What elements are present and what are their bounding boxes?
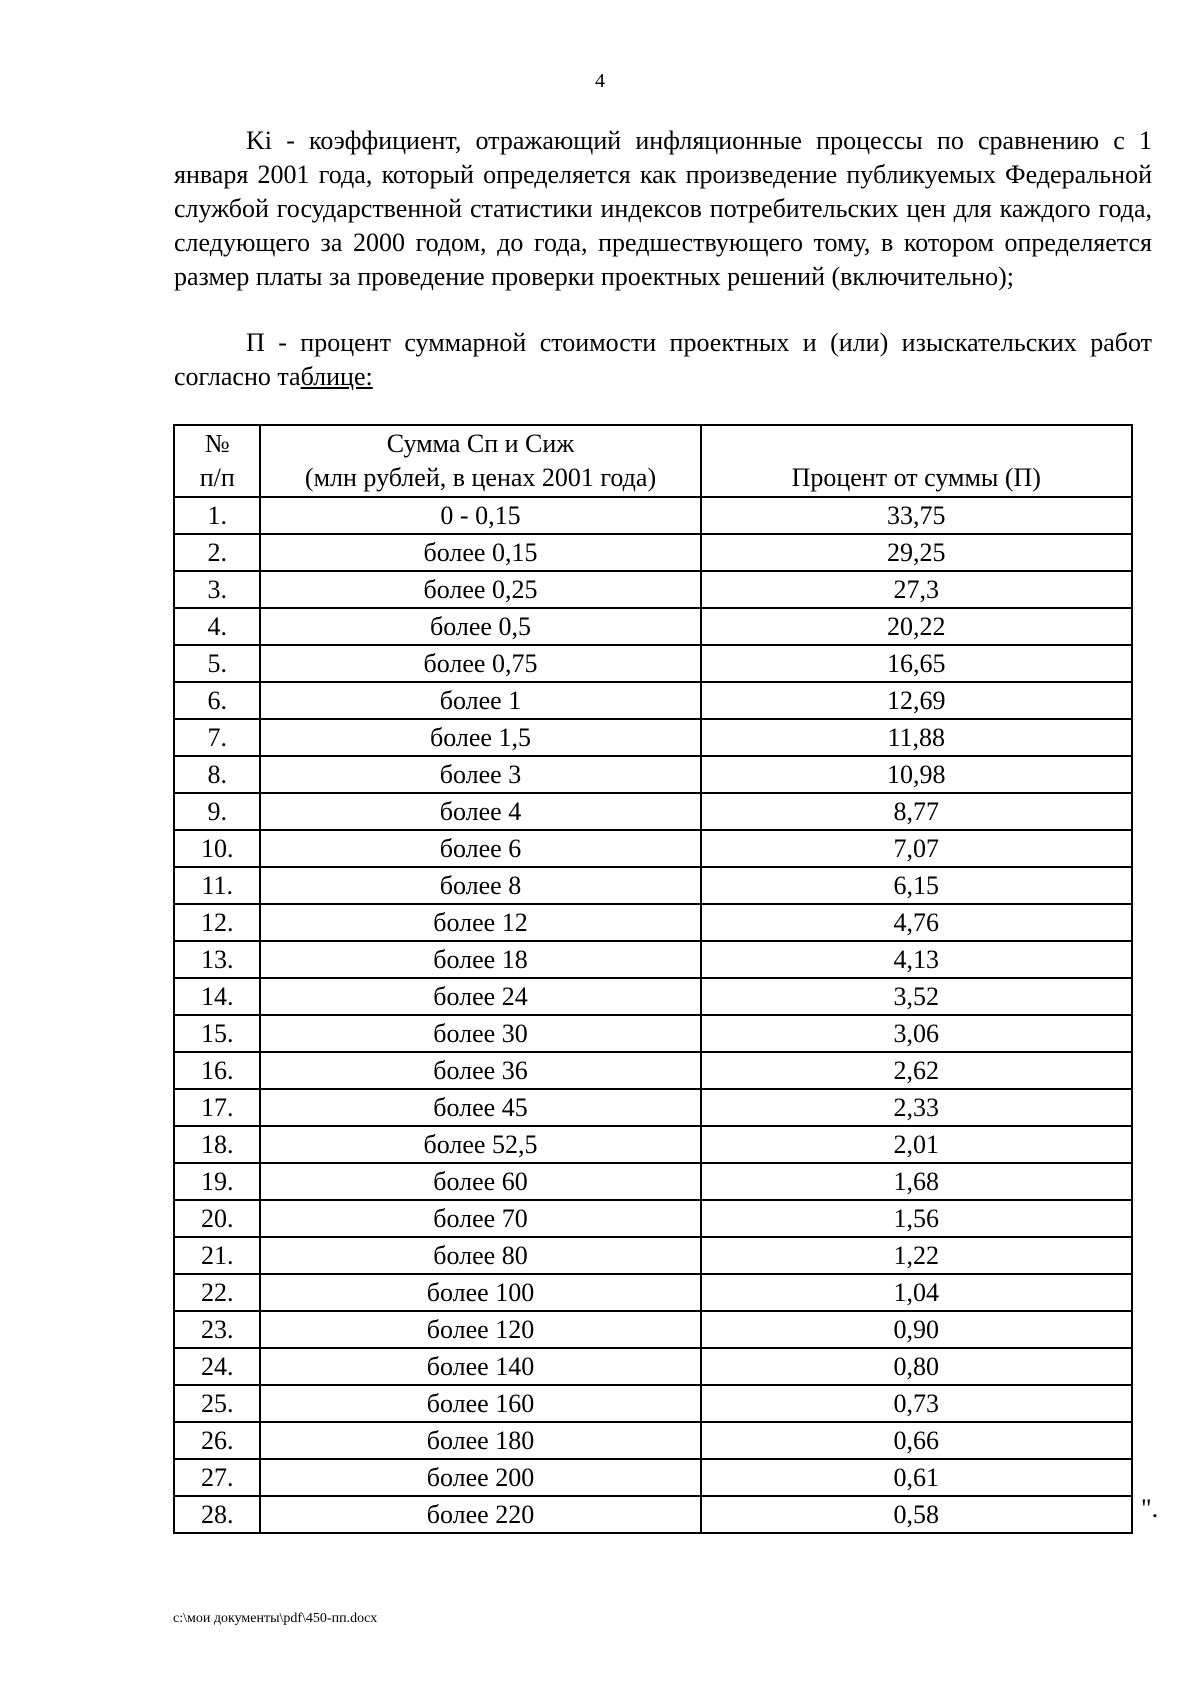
table-row <box>174 682 1132 719</box>
cell-number: 9. <box>174 793 260 830</box>
cell-percent: 16,65 <box>701 645 1132 682</box>
table-row <box>174 1496 1132 1533</box>
cell-number: 11. <box>174 867 260 904</box>
cell-number: 1. <box>174 497 260 534</box>
file-path-footer: c:\мои документы\pdf\450-пп.docx <box>173 1611 378 1626</box>
cell-number: 4. <box>174 608 260 645</box>
cell-number: 17. <box>174 1089 260 1126</box>
cell-sum: более 45 <box>260 1089 700 1126</box>
table-row <box>174 830 1132 867</box>
cell-sum: более 1,5 <box>260 719 700 756</box>
cell-percent: 0,90 <box>701 1311 1132 1348</box>
cell-number: 18. <box>174 1126 260 1163</box>
cell-sum: более 220 <box>260 1496 700 1533</box>
header-sum-line2: (млн рублей, в ценах 2001 года) <box>304 463 657 492</box>
table-row <box>174 1459 1132 1496</box>
cell-number: 28. <box>174 1496 260 1533</box>
cell-number: 2. <box>174 534 260 571</box>
table-row <box>174 1126 1132 1163</box>
cell-sum: более 0,75 <box>260 645 700 682</box>
cell-sum: более 12 <box>260 904 700 941</box>
header-sum <box>260 425 700 497</box>
cell-sum: более 18 <box>260 941 700 978</box>
header-number-line2: п/п <box>199 463 235 492</box>
cell-percent: 29,25 <box>701 534 1132 571</box>
cell-number: 23. <box>174 1311 260 1348</box>
table-row <box>174 1052 1132 1089</box>
cell-percent: 3,06 <box>701 1015 1132 1052</box>
cell-number: 14. <box>174 978 260 1015</box>
cell-percent: 12,69 <box>701 682 1132 719</box>
closing-quote: ". <box>1141 1494 1159 1523</box>
cell-percent: 1,56 <box>701 1200 1132 1237</box>
table-row <box>174 1422 1132 1459</box>
cell-percent: 0,66 <box>701 1422 1132 1459</box>
table-row <box>174 793 1132 830</box>
cell-number: 26. <box>174 1422 260 1459</box>
cell-sum: более 30 <box>260 1015 700 1052</box>
cell-number: 15. <box>174 1015 260 1052</box>
cell-percent: 7,07 <box>701 830 1132 867</box>
cell-sum: более 160 <box>260 1385 700 1422</box>
paragraph-p-text: П - процент суммарной стоимости проектных и (или) изыскательских работ согласно та <box>174 328 1152 391</box>
table-body <box>174 497 1132 1533</box>
table-row <box>174 1163 1132 1200</box>
cell-sum: более 180 <box>260 1422 700 1459</box>
cell-percent: 8,77 <box>701 793 1132 830</box>
table-row <box>174 497 1132 534</box>
table-row <box>174 719 1132 756</box>
table-row <box>174 978 1132 1015</box>
cell-number: 7. <box>174 719 260 756</box>
table-header-row <box>174 425 1132 497</box>
cell-sum: более 4 <box>260 793 700 830</box>
cell-number: 12. <box>174 904 260 941</box>
cell-number: 10. <box>174 830 260 867</box>
table-row <box>174 867 1132 904</box>
cell-percent: 4,13 <box>701 941 1132 978</box>
cell-percent: 2,33 <box>701 1089 1132 1126</box>
header-sum-line1: Сумма Сп и Сиж <box>386 429 575 458</box>
cell-number: 8. <box>174 756 260 793</box>
cell-number: 5. <box>174 645 260 682</box>
cell-number: 19. <box>174 1163 260 1200</box>
table-row <box>174 1200 1132 1237</box>
page-number: 4 <box>595 70 605 92</box>
cell-percent: 2,62 <box>701 1052 1132 1089</box>
cell-sum: более 52,5 <box>260 1126 700 1163</box>
cell-sum: более 200 <box>260 1459 700 1496</box>
cell-number: 6. <box>174 682 260 719</box>
cell-sum: более 3 <box>260 756 700 793</box>
cell-number: 16. <box>174 1052 260 1089</box>
table-row <box>174 1311 1132 1348</box>
table-row <box>174 1385 1132 1422</box>
cell-percent: 6,15 <box>701 867 1132 904</box>
cell-number: 20. <box>174 1200 260 1237</box>
cell-number: 27. <box>174 1459 260 1496</box>
cell-sum: более 0,15 <box>260 534 700 571</box>
table-row <box>174 608 1132 645</box>
table-row <box>174 1015 1132 1052</box>
paragraph-p-underlined-text: блице: <box>300 362 373 391</box>
cell-percent: 1,22 <box>701 1237 1132 1274</box>
header-percent-line2: Процент от суммы (П) <box>791 463 1041 492</box>
cell-sum: более 0,5 <box>260 608 700 645</box>
cell-sum: более 36 <box>260 1052 700 1089</box>
header-number-line1: № <box>204 429 230 458</box>
cell-percent: 0,73 <box>701 1385 1132 1422</box>
cell-percent: 2,01 <box>701 1126 1132 1163</box>
cell-sum: более 120 <box>260 1311 700 1348</box>
cell-percent: 0,61 <box>701 1459 1132 1496</box>
table-row <box>174 645 1132 682</box>
cell-number: 24. <box>174 1348 260 1385</box>
header-percent <box>701 425 1132 497</box>
cell-sum: более 60 <box>260 1163 700 1200</box>
cell-sum: более 140 <box>260 1348 700 1385</box>
cell-percent: 33,75 <box>701 497 1132 534</box>
cell-sum: более 6 <box>260 830 700 867</box>
paragraph-ki-definition: Ki - коэффициент, отражающий инфляционные процессы по сравнению с 1 января 2001 года, который определяется как произведение публикуемых Федеральной службой государственной статистики индексов потребительских цен для каждого года, следующего за 2000 годом, до года, предшествующего тому, в котором определяется размер платы за проведение проверки проектных решений (включительно); <box>174 126 1152 291</box>
table-row <box>174 904 1132 941</box>
cell-number: 13. <box>174 941 260 978</box>
cell-sum: более 70 <box>260 1200 700 1237</box>
cell-percent: 20,22 <box>701 608 1132 645</box>
cell-sum: более 24 <box>260 978 700 1015</box>
table-row <box>174 756 1132 793</box>
cell-percent: 11,88 <box>701 719 1132 756</box>
cell-number: 25. <box>174 1385 260 1422</box>
cell-percent: 3,52 <box>701 978 1132 1015</box>
cell-percent: 27,3 <box>701 571 1132 608</box>
table-row <box>174 1089 1132 1126</box>
table-row <box>174 1274 1132 1311</box>
cell-sum: более 80 <box>260 1237 700 1274</box>
table-row <box>174 1348 1132 1385</box>
table-row <box>174 571 1132 608</box>
paragraph-p-definition <box>174 326 1152 394</box>
cell-sum: 0 - 0,15 <box>260 497 700 534</box>
cell-percent: 0,58 <box>701 1496 1132 1533</box>
cell-sum: более 8 <box>260 867 700 904</box>
cell-number: 21. <box>174 1237 260 1274</box>
header-number <box>174 425 260 497</box>
cell-percent: 4,76 <box>701 904 1132 941</box>
cell-percent: 0,80 <box>701 1348 1132 1385</box>
cell-percent: 1,04 <box>701 1274 1132 1311</box>
cell-sum: более 100 <box>260 1274 700 1311</box>
cell-percent: 1,68 <box>701 1163 1132 1200</box>
cell-number: 3. <box>174 571 260 608</box>
table-row <box>174 941 1132 978</box>
cell-number: 22. <box>174 1274 260 1311</box>
cell-sum: более 0,25 <box>260 571 700 608</box>
cell-sum: более 1 <box>260 682 700 719</box>
percent-table <box>173 424 1133 1534</box>
header-percent-line1 <box>702 427 1131 461</box>
table-row <box>174 534 1132 571</box>
cell-percent: 10,98 <box>701 756 1132 793</box>
table-row <box>174 1237 1132 1274</box>
